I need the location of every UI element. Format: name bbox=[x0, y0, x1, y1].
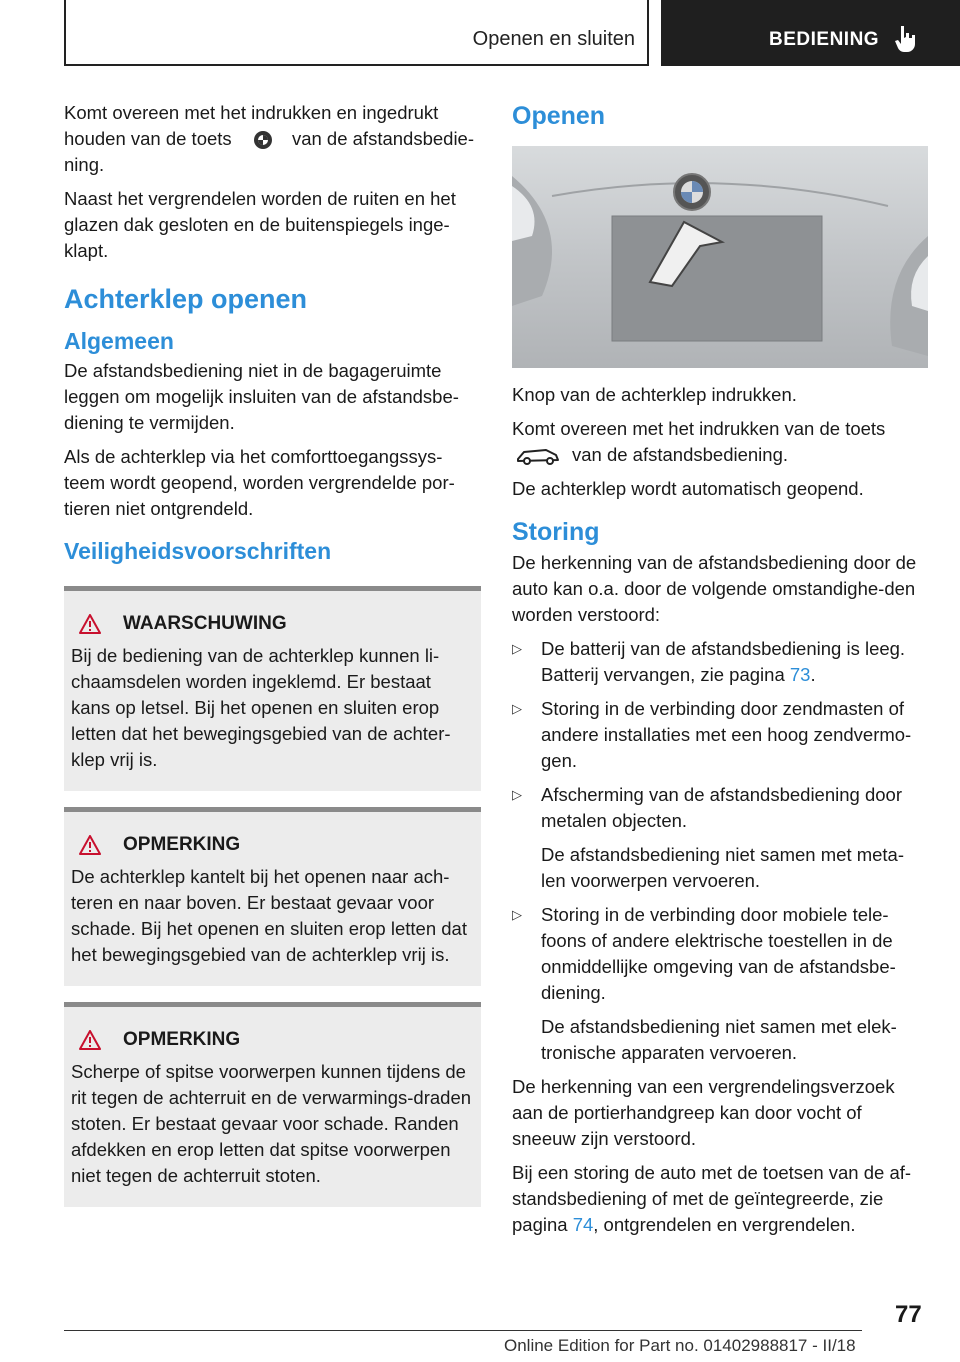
storing-paragraph-1: De herkenning van de afstandsbediening door de auto kan o.a. door de volgende omstandighe-den worden verstoord: bbox=[512, 552, 917, 625]
header-section-title: Openen en sluiten bbox=[472, 28, 635, 50]
warning-triangle-icon bbox=[79, 835, 101, 855]
heading-veiligheidsvoorschriften: Veiligheidsvoorschriften bbox=[64, 538, 332, 564]
page-link-74[interactable]: 74 bbox=[572, 1214, 594, 1235]
heading-storing: Storing bbox=[512, 518, 600, 546]
warning-triangle-icon bbox=[79, 1030, 101, 1050]
header-section-box bbox=[64, 0, 649, 66]
figure-caption: Knop van de achterklep indrukken. bbox=[512, 384, 797, 405]
warning-note-text: Bij de bediening van de achterklep kunnen li-chaamsdelen worden ingeklemd. Er bestaat kans op letsel. Bij het openen en sluiten erop letten dat het bewegingsgebied van de achter-klep vrij is. bbox=[71, 645, 451, 770]
remark-note-1 bbox=[64, 807, 481, 986]
remark-note-2 bbox=[64, 1002, 481, 1207]
footer-edition: Online Edition for Part no. 01402988817 - II/18 bbox=[504, 1336, 856, 1355]
heading-algemeen: Algemeen bbox=[64, 328, 174, 354]
warning-note bbox=[64, 586, 481, 791]
intro-paragraph-1: Komt overeen met het indrukken en ingedrukt houden van de toets van de afstandsbedie-ning. bbox=[64, 102, 474, 175]
list-item-subtext: De afstandsbediening niet samen met elek-tronische apparaten vervoeren. bbox=[541, 1016, 897, 1063]
list-item: ▷ Storing in de verbinding door mobiele tele-foons of andere elektrische toestellen in de onmiddellijke omgeving van de afstandsbe-diening. De afstandsbediening niet samen met elek-tronische apparaten vervoeren. bbox=[512, 902, 928, 1066]
tailgate-button-illustration bbox=[512, 146, 928, 368]
footer-divider bbox=[64, 1330, 862, 1331]
heading-achterklep-openen: Achterklep openen bbox=[64, 284, 308, 314]
right-column bbox=[512, 100, 928, 1246]
warning-note-title: WAARSCHUWING bbox=[123, 613, 287, 634]
heading-openen: Openen bbox=[512, 102, 606, 130]
left-column bbox=[64, 100, 481, 1223]
page-link-73[interactable]: 73 bbox=[789, 664, 811, 685]
list-item: ▷ Storing in de verbinding door zendmasten of andere installaties met een hoog zendvermo-gen. bbox=[512, 696, 928, 774]
storing-list bbox=[512, 636, 928, 1066]
openen-paragraph-1: Komt overeen met het indrukken van de toets van de afstandsbediening. bbox=[512, 416, 928, 468]
intro-paragraph-2: Naast het vergrendelen worden de ruiten en het glazen dak gesloten en de buitenspiegels inge-klapt. bbox=[64, 188, 456, 261]
pointing-hand-icon bbox=[895, 24, 919, 54]
tailgate-illustration-svg bbox=[512, 146, 928, 368]
car-tailgate-button-icon bbox=[516, 445, 560, 467]
list-item-subtext: De afstandsbediening niet samen met meta-len voorwerpen vervoeren. bbox=[541, 844, 905, 891]
storing-paragraph-3: Bij een storing de auto met de toetsen van de af-standsbediening of met de geïntegreerde, zie pagina 74, ontgrendelen en vergrendelen. bbox=[512, 1162, 912, 1235]
algemeen-paragraph-2: Als de achterklep via het comforttoegangssys-teem wordt geopend, worden vergrendelde por-tieren niet ontgrendeld. bbox=[64, 446, 455, 519]
remark-note-1-text: De achterklep kantelt bij het openen naar ach-teren en naar boven. Er bestaat gevaar voor schade. Bij het openen en sluiten erop letten dat het bewegingsgebied van de achterklep vrij is. bbox=[71, 866, 467, 965]
list-item: ▷ De batterij van de afstandsbediening is leeg. Batterij vervangen, zie pagina 73. bbox=[512, 636, 928, 688]
algemeen-paragraph-1: De afstandsbediening niet in de bagageruimte leggen om mogelijk insluiten van de afstandsbe-diening te vermijden. bbox=[64, 360, 459, 433]
header-chapter-box bbox=[661, 0, 960, 66]
openen-paragraph-2: De achterklep wordt automatisch geopend. bbox=[512, 478, 864, 499]
remark-note-1-title: OPMERKING bbox=[123, 834, 241, 855]
warning-triangle-icon bbox=[79, 614, 101, 634]
page-number: 77 bbox=[895, 1301, 922, 1328]
remark-note-2-text: Scherpe of spitse voorwerpen kunnen tijdens de rit tegen de achterruit en de verwarmings-draden stoten. Er bestaat gevaar voor schade. Randen afdekken en erop letten dat spitse voorwerpen niet tegen de achterruit stoten. bbox=[71, 1061, 472, 1186]
lock-button-icon bbox=[253, 130, 273, 150]
page-header bbox=[0, 0, 960, 66]
header-chapter-title: BEDIENING bbox=[769, 29, 880, 50]
storing-paragraph-2: De herkenning van een vergrendelingsverzoek aan de portierhandgreep kan door vocht of sneeuw zijn verstoord. bbox=[512, 1076, 895, 1149]
remark-note-2-title: OPMERKING bbox=[123, 1029, 241, 1050]
list-item: ▷ Afscherming van de afstandsbediening door metalen objecten. De afstandsbediening niet samen met meta-len voorwerpen vervoeren. bbox=[512, 782, 928, 894]
